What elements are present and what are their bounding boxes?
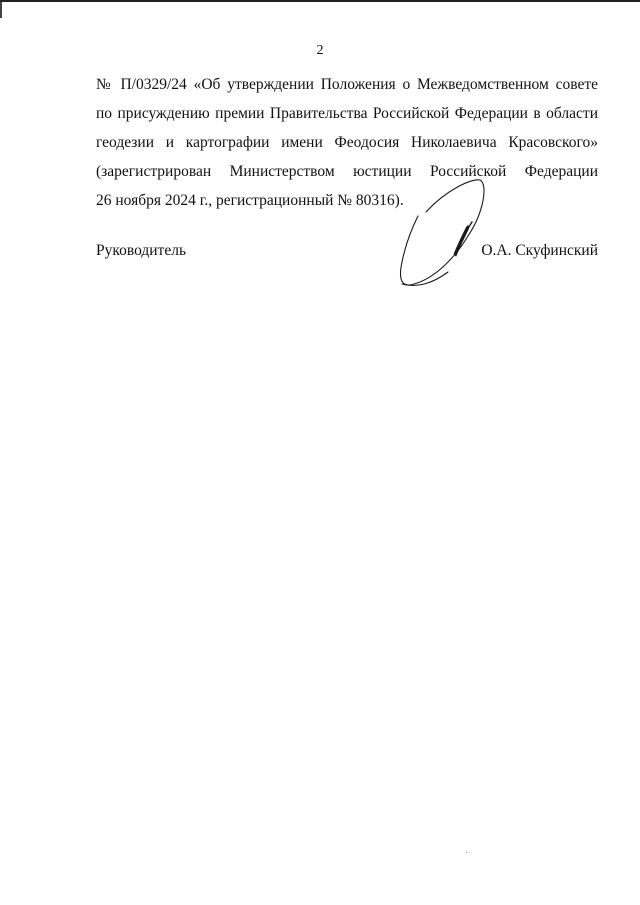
signatory-title: Руководитель: [96, 242, 187, 259]
paragraph-line: (зарегистрирован Министерством юстиции Российской Федерации: [96, 163, 598, 180]
handwritten-signature: [396, 172, 488, 290]
paragraph-line: по присуждению премии Правительства Российской Федерации в области: [96, 105, 598, 122]
signatory-name: О.А. Скуфинский: [481, 242, 598, 259]
page-number: 2: [316, 43, 324, 58]
body-paragraph: [96, 70, 598, 215]
scan-left-mark: [0, 2, 2, 18]
paragraph-line: № П/0329/24 «Об утверждении Положения о Межведомственном совете: [96, 76, 598, 93]
scan-speck: [466, 852, 467, 853]
paragraph-line: геодезии и картографии имени Феодосия Николаевича Красовского»: [96, 134, 598, 151]
scan-top-edge: [0, 0, 640, 2]
paragraph-line: 26 ноября 2024 г., регистрационный № 80316).: [96, 192, 404, 209]
